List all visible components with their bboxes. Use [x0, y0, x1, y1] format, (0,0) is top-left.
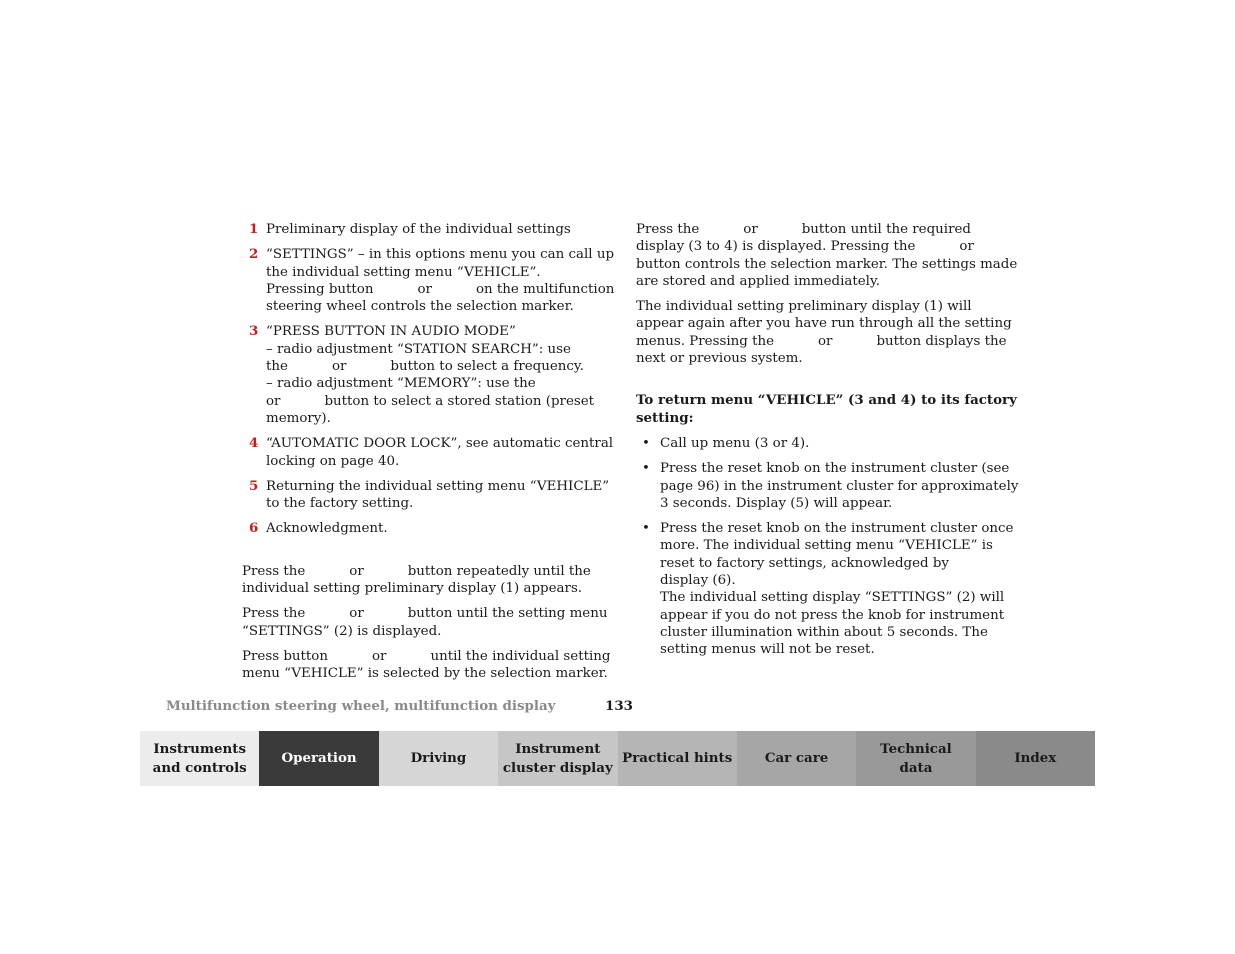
- text-line: [636, 221, 998, 238]
- item-number: 6: [249, 520, 259, 537]
- text-segment: Press the: [242, 606, 306, 622]
- text-line: page 96) in the instrument cluster for approximately: [660, 478, 1019, 494]
- text-line: [636, 238, 998, 255]
- text-segment: button repeatedly until the: [407, 563, 591, 579]
- text-line: The individual setting display “SETTINGS” (2) will: [660, 590, 1005, 606]
- left-column: [242, 221, 615, 691]
- text-line: memory).: [266, 410, 331, 426]
- page-number: 133: [605, 698, 633, 714]
- item-number: 2: [249, 246, 259, 263]
- nav-tab-label: Technical data: [880, 740, 952, 776]
- text-line: “AUTOMATIC DOOR LOCK”, see automatic central: [266, 436, 614, 452]
- paragraph: [242, 563, 604, 598]
- text-line: the individual setting menu “VEHICLE”.: [266, 264, 541, 280]
- text-line: are stored and applied immediately.: [636, 273, 880, 289]
- nav-tab-instruments-and-controls[interactable]: [140, 731, 259, 786]
- text-segment: until the individual setting: [430, 648, 611, 664]
- numbered-item: [242, 323, 604, 427]
- nav-tab-label: Instruments and controls: [152, 740, 247, 776]
- text-line: locking on page 40.: [266, 453, 400, 469]
- text-line: Press the reset knob on the instrument cluster (see: [660, 461, 1010, 477]
- text-line: [266, 393, 604, 410]
- text-line: [242, 563, 604, 580]
- text-line: Call up menu (3 or 4).: [660, 435, 810, 451]
- text-segment: button until the required: [801, 222, 971, 237]
- numbered-item: [242, 435, 614, 470]
- nav-tab-practical-hints[interactable]: [618, 731, 737, 786]
- numbered-item: [242, 520, 604, 537]
- numbered-item: [242, 246, 615, 315]
- right-column: [636, 221, 1019, 667]
- nav-tab-instrument-cluster-display[interactable]: [498, 731, 617, 786]
- nav-tab-operation[interactable]: [259, 731, 378, 786]
- bullet-dot-icon: •: [642, 521, 650, 537]
- numbered-list: [242, 221, 615, 538]
- text-segment: button to select a frequency.: [390, 359, 584, 375]
- text-segment: button displays the: [876, 333, 1007, 349]
- nav-tab-driving[interactable]: [379, 731, 498, 786]
- text-line: To return menu “VEHICLE” (3 and 4) to its factory: [636, 392, 1017, 409]
- numbered-item: [242, 477, 610, 513]
- nav-tab-label: Operation: [281, 750, 357, 766]
- text-line: [636, 333, 1007, 350]
- text-line: appear again after you have run through all the setting: [636, 316, 1012, 332]
- text-segment: or: [331, 359, 347, 375]
- text-segment: button until the setting menu: [407, 606, 608, 622]
- text-line: – radio adjustment “STATION SEARCH”: use: [266, 341, 571, 357]
- text-segment: or: [349, 606, 364, 622]
- text-line: “PRESS BUTTON IN AUDIO MODE”: [266, 324, 516, 340]
- text-segment: or: [371, 648, 387, 664]
- left-paragraphs: [242, 563, 611, 683]
- text-line: cluster illumination within about 5 seconds. The: [660, 624, 988, 640]
- text-segment: or: [349, 563, 364, 579]
- nav-tab-label: Instrument cluster display: [502, 740, 613, 776]
- footer-title: Multifunction steering wheel, multifunction display: [166, 698, 556, 714]
- text-line: “SETTINGS” – in this options menu you can call up: [266, 247, 615, 263]
- text-segment: menus. Pressing the: [636, 333, 774, 349]
- text-line: 3 seconds. Display (5) will appear.: [660, 495, 893, 511]
- nav-tab-index[interactable]: [976, 731, 1095, 786]
- text-line: [266, 281, 615, 298]
- text-segment: or: [743, 222, 758, 237]
- nav-tab-technical-data[interactable]: [856, 731, 975, 786]
- numbered-item: [242, 221, 604, 238]
- text-segment: Pressing button: [266, 281, 374, 297]
- item-number: 1: [249, 221, 259, 237]
- section-heading: [636, 392, 1017, 427]
- text-line: next or previous system.: [636, 351, 803, 367]
- text-line: Preliminary display of the individual settings: [266, 222, 571, 237]
- text-line: [266, 358, 604, 375]
- item-number: 4: [249, 435, 259, 452]
- text-line: – radio adjustment “MEMORY”: use the: [266, 376, 536, 392]
- text-line: reset to factory settings, acknowledged by: [660, 555, 949, 571]
- nav-tab-label: Index: [1014, 750, 1057, 766]
- text-segment: or: [818, 333, 833, 349]
- text-line: Press the reset knob on the instrument cluster once: [660, 521, 1014, 537]
- text-segment: button to select a stored station (preset: [324, 393, 595, 409]
- text-line: menu “VEHICLE” is selected by the selection marker.: [242, 666, 608, 682]
- bullet-item: [636, 435, 998, 452]
- text-segment: on the multifunction: [475, 281, 615, 297]
- text-line: steering wheel controls the selection marker.: [266, 299, 574, 315]
- text-segment: or: [417, 281, 432, 297]
- text-line: to the factory setting.: [266, 496, 414, 512]
- text-line: Acknowledgment.: [266, 521, 388, 537]
- bullet-item: [636, 520, 1014, 658]
- text-line: display (6).: [660, 573, 736, 589]
- text-line: The individual setting preliminary display (1) will: [636, 299, 972, 315]
- text-line: individual setting preliminary display (1) appears.: [242, 581, 583, 597]
- text-line: appear if you do not press the knob for instrument: [660, 607, 1005, 623]
- section-nav: [140, 731, 1095, 786]
- nav-tab-label: Driving: [410, 750, 467, 766]
- bullet-item: [636, 460, 1019, 512]
- text-line: [242, 648, 611, 665]
- bullet-dot-icon: •: [642, 435, 650, 451]
- text-line: Returning the individual setting menu “VEHICLE”: [266, 478, 610, 494]
- text-segment: Press the: [242, 563, 306, 579]
- bullet-dot-icon: •: [642, 461, 650, 477]
- nav-tab-car-care[interactable]: [737, 731, 856, 786]
- paragraph: [242, 605, 608, 640]
- text-line: more. The individual setting menu “VEHICLE” is: [660, 538, 993, 554]
- item-number: 3: [249, 323, 259, 340]
- text-line: setting menus will not be reset.: [660, 642, 875, 658]
- text-segment: Press the: [636, 222, 700, 237]
- paragraph: [636, 221, 1018, 290]
- paragraph: [636, 298, 1012, 367]
- text-line: [242, 605, 608, 622]
- text-segment: Press button: [242, 648, 328, 664]
- nav-tab-label: Car care: [764, 750, 829, 766]
- text-segment: the: [266, 359, 288, 375]
- bullet-list: [636, 435, 1019, 659]
- right-paragraphs: [636, 221, 1018, 367]
- text-segment: or: [959, 239, 974, 255]
- text-line: setting:: [636, 409, 694, 426]
- nav-tab-label: Practical hints: [622, 750, 733, 766]
- paragraph: [242, 648, 611, 683]
- text-segment: or: [266, 393, 281, 409]
- text-segment: display (3 to 4) is displayed. Pressing the: [636, 239, 916, 255]
- text-line: “SETTINGS” (2) is displayed.: [242, 623, 442, 639]
- text-line: button controls the selection marker. The settings made: [636, 256, 1018, 272]
- item-number: 5: [249, 477, 259, 494]
